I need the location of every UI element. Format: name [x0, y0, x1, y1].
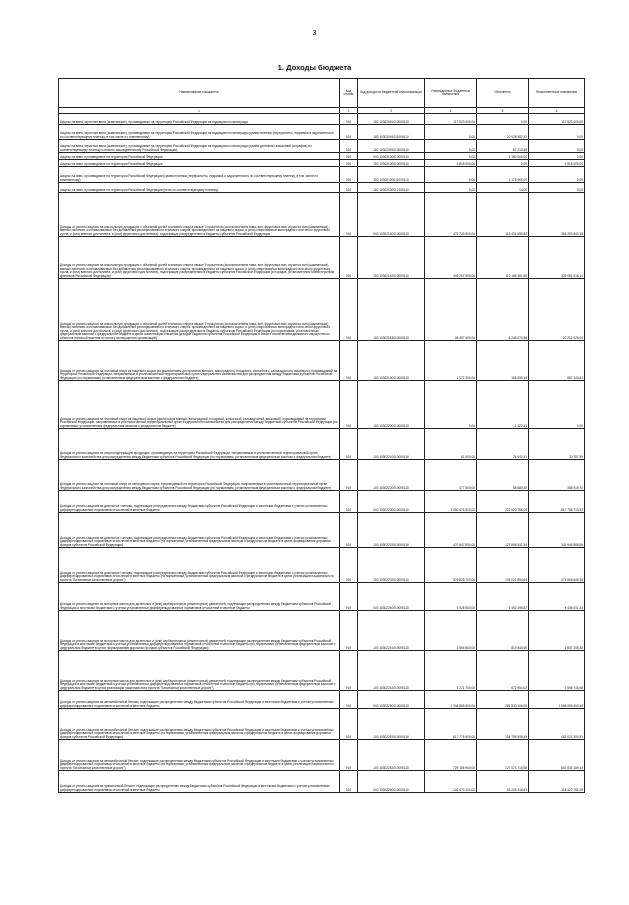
row-unexecuted-cell: 117 523 000,00 — [529, 114, 585, 125]
table-row — [59, 513, 585, 548]
row-code-cell: 010 — [340, 153, 358, 160]
col-number: 5 — [477, 108, 529, 114]
row-code-cell: 010 — [340, 341, 358, 381]
row-unexecuted-cell: -118 420 781,39 — [529, 771, 585, 793]
row-unexecuted-cell: 474 806 845,36 — [529, 548, 585, 583]
row-unexecuted-cell: 887 144,81 — [529, 341, 585, 381]
table-row — [59, 651, 585, 691]
row-name-cell: Акцизы на пиво, производимое на территории Российской Федерации (сумма платежа (перерасчеты, недоимка и задолженность по соответствующему платежу, в том числе по отмененному) — [59, 167, 340, 183]
row-approved-cell: -149 670 100,00 — [425, 771, 477, 793]
table-body — [59, 114, 585, 793]
table-row — [59, 381, 585, 429]
row-executed-cell: 116 431 656,82 — [477, 193, 529, 237]
col-header-name: Наименование показателя — [59, 79, 340, 108]
table-row — [59, 153, 585, 160]
row-executed-cell: 88 680,30 — [477, 460, 529, 491]
row-approved-cell: 51 800,00 — [425, 429, 477, 460]
col-number: 3 — [358, 108, 425, 114]
row-name-cell: Доходы от уплаты акцизов на моторные масла для дизельных и (или) карбюраторных (инжекторных) двигателей, подлежащие распределению между бюджетами субъектов Российской Федерации и местными бюджетами с учетом установленных дифференцированных нормативов отчислений в местные бюджеты (по нормативам, установленным федеральным законом о федеральном бюджете в целях формирования дорожных фондов субъектов Российской Федерации) — [59, 611, 340, 651]
row-name-cell: Доходы от уплаты акцизов на автомобильный бензин, подлежащие распределению между бюджетами субъектов Российской Федерации и местными бюджетами с учетом установленных дифференцированных нормативов отчислений в местные бюджеты (по нормативам, установленным федеральным законом о федеральном бюджете в целях реализации национального проекта "Безопасные качественные дороги") — [59, 740, 340, 771]
row-executed-cell: 87 213,69 — [477, 140, 529, 153]
row-kbk-cell: 000 10302100010000110 — [358, 153, 425, 160]
row-approved-cell: 117 523 000,00 — [425, 114, 477, 125]
row-unexecuted-cell: 20 212 025,04 — [529, 279, 585, 341]
row-code-cell: 010 — [340, 740, 358, 771]
row-name-cell: Акцизы на вина, игристые вина (шампанские), производимые на территории Российской Федерации из подакцизного винограда — [59, 114, 340, 125]
row-code-cell: 010 — [340, 114, 358, 125]
row-name-cell: Доходы от уплаты акцизов на дизельное топливо, подлежащие распределению между бюджетами субъектов Российской Федерации и местными бюджетами с учетом установленных дифференцированных нормативов отчислений в местные бюджеты (по нормативам, установленным федеральным законом о федеральном бюджете в целях реализации национального проекта "Безопасные качественные дороги") — [59, 548, 340, 583]
row-code-cell: 010 — [340, 548, 358, 583]
row-name-cell: Доходы от уплаты акцизов на спиртосодержащую продукцию, производимую на территории Российской Федерации, направляемые в уполномоченный территориальный орган Федерального казначейства для распределения между бюджетами субъектов Российской Федерации (по нормативам, установленным федеральным законом о федеральном бюджете) — [59, 429, 340, 460]
row-executed-cell: 6 245 574,96 — [477, 279, 529, 341]
row-kbk-cell: 100 10302142010000110 — [358, 237, 425, 279]
row-executed-cell: 1 180 060,00 — [477, 153, 529, 160]
row-approved-cell: 0,00 — [425, 125, 477, 140]
table-row — [59, 341, 585, 381]
row-kbk-cell: 100 10302210010000110 — [358, 429, 425, 460]
row-unexecuted-cell: 388 919,70 — [529, 460, 585, 491]
table-row — [59, 125, 585, 140]
row-approved-cell: 2 656 800,00 — [425, 611, 477, 651]
row-unexecuted-cell: 0,00 — [529, 381, 585, 429]
table-row — [59, 691, 585, 709]
table-row — [59, 114, 585, 125]
row-approved-cell: 470 847 800,00 — [425, 513, 477, 548]
row-name-cell: Доходы от уплаты акцизов на этиловый спирт из пищевого сырья (дистилляты винный, виноградный, плодовый, коньячный, кальвадосный, висковый), производимый на территории Российской Федерации, направляемые в уполномоченный территориальный орган Федерального казначейства для распределения между бюджетами субъектов Российской Федерации (по нормативам, установленным федеральным законом о федеральном бюджете) — [59, 381, 340, 429]
row-name-cell: Акцизы на вина, игристые вина (шампанские), производимые на территории Российской Федерации из подакцизного винограда (суммы денежных взысканий (штрафов) по соответствующему платежу согласно законодательству Российской Федерации) — [59, 140, 340, 153]
table-row — [59, 193, 585, 237]
row-kbk-cell: 182 10302091011000110 — [358, 125, 425, 140]
row-approved-cell: 0,00 — [425, 167, 477, 183]
row-kbk-cell: 182 10302100011000110 — [358, 167, 425, 183]
row-approved-cell: 449 267 800,00 — [425, 237, 477, 279]
row-code-cell: 010 — [340, 279, 358, 341]
row-kbk-cell: 100 10302242010000110 — [358, 651, 425, 691]
row-code-cell: 010 — [340, 140, 358, 153]
row-executed-cell: 21 042,41 — [477, 429, 529, 460]
row-approved-cell: 0,00 — [425, 183, 477, 193]
row-executed-cell: 819 544,65 — [477, 611, 529, 651]
row-executed-cell: 0,00 — [477, 114, 529, 125]
row-executed-cell: 1 492 498,67 — [477, 583, 529, 611]
table-row — [59, 167, 585, 183]
row-name-cell: Доходы от уплаты акцизов на автомобильный бензин, подлежащие распределению между бюджетами субъектов Российской Федерации и местными бюджетами с учетом установленных дифференцированных нормативов отчислений в местные бюджеты — [59, 691, 340, 709]
row-name-cell: Акцизы на пиво, производимое на территории Российской Федерации — [59, 160, 340, 167]
table-row — [59, 771, 585, 793]
row-kbk-cell: 100 10302251010000110 — [358, 709, 425, 740]
table-row — [59, 491, 585, 513]
row-approved-cell: 5 928 500,00 — [425, 583, 477, 611]
row-kbk-cell: 100 10302232010000110 — [358, 548, 425, 583]
row-code-cell: 010 — [340, 167, 358, 183]
row-unexecuted-cell: 1 837 255,35 — [529, 611, 585, 651]
row-unexecuted-cell: 0,00 — [529, 183, 585, 193]
row-executed-cell: 127 898 931,44 — [477, 513, 529, 548]
row-approved-cell: 617 776 900,00 — [425, 709, 477, 740]
row-name-cell: Доходы от уплаты акцизов на алкогольную продукцию с объемной долей этилового спирта свыше 9 процентов (за исключением пива, вин, фруктовых вин, игристых вин (шампанских), винных напитков, изготавливаемых без добавления ректификованного этилового спирта, произведенного из пищевого сырья, и (или) спиртованных виноградного или иного фруктового сусла, и (или) винного дистиллята, и (или) фруктового дистиллята), подлежащие распределению в бюджеты субъектов Российской Федерации (по нормативам, установленным федеральным законом о федеральном бюджете в целях компенсации снижения доходов бюджетов субъектов Российской Федерации в связи с исключением движимого имущества из объектов налогообложения по налогу на имущество организаций) — [59, 279, 340, 341]
row-executed-cell: 672 954,02 — [477, 651, 529, 691]
row-executed-cell: 232 920 786,09 — [477, 491, 529, 513]
col-header-row-code: Код строки — [340, 79, 358, 108]
row-kbk-cell: 182 10302091010000110 — [358, 114, 425, 125]
row-name-cell: Доходы от уплаты акцизов на моторные масла для дизельных и (или) карбюраторных (инжекторных) двигателей, подлежащие распределению между бюджетами субъектов Российской Федерации и местными бюджетами с учетом установленных дифференцированных нормативов отчислений в местные бюджеты (по нормативам, установленным федеральным законом о федеральном бюджете в целях реализации национального проекта "Безопасные качественные дороги") — [59, 651, 340, 691]
row-executed-cell: 1 178 960,00 — [477, 167, 529, 183]
row-approved-cell: 6 818 000,00 — [425, 160, 477, 167]
row-kbk-cell: 100 10302231010000110 — [358, 513, 425, 548]
row-unexecuted-cell: 2 598 745,98 — [529, 651, 585, 691]
row-executed-cell: 14,00 — [477, 183, 529, 193]
row-code-cell: 010 — [340, 381, 358, 429]
row-executed-cell: 154 755 595,49 — [477, 709, 529, 740]
row-unexecuted-cell: 0,00 — [529, 167, 585, 183]
row-name-cell: Доходы от уплаты акцизов на автомобильный бензин, подлежащие распределению между бюджетами субъектов Российской Федерации и местными бюджетами с учетом установленных дифференцированных нормативов отчислений в местные бюджеты (по нормативам, установленным федеральным законом о федеральном бюджете в целях формирования дорожных фондов субъектов Российской Федерации) — [59, 709, 340, 740]
table-row — [59, 237, 585, 279]
col-header-approved: Утвержденные бюджетные назначения — [425, 79, 477, 108]
row-approved-cell: 0,00 — [425, 381, 477, 429]
table-row — [59, 709, 585, 740]
row-kbk-cell: 182 10302100012100110 — [358, 183, 425, 193]
row-kbk-cell: 100 10302200010000110 — [358, 381, 425, 429]
table-row — [59, 140, 585, 153]
row-approved-cell: 0,00 — [425, 153, 477, 160]
row-kbk-cell: 000 10302140010000110 — [358, 193, 425, 237]
table-row — [59, 548, 585, 583]
row-name-cell: Доходы от уплаты акцизов на алкогольную продукцию с объемной долей этилового спирта свыше 9 процентов (за исключением пива, вин, фруктовых вин, игристых вин (шампанских), винных напитков, изготавливаемых без добавления ректификованного этилового спирта, произведенного из пищевого сырья, и (или) спиртованных виноградного или иного фруктового сусла, и (или) винного дистиллята, и (или) фруктового дистиллята), подлежащие распределению в бюджеты субъектов Российской Федерации — [59, 193, 340, 237]
row-approved-cell: 1 346 885 600,00 — [425, 691, 477, 709]
row-name-cell: Доходы от уплаты акцизов на этиловый спирт из непищевого сырья, производимый на территории Российской Федерации, направляемые в уполномоченный территориальный орган Федерального казначейства для распределения между бюджетами субъектов Российской Федерации (по нормативам, установленным федеральным законом о федеральном бюджете) — [59, 460, 340, 491]
row-code-cell: 010 — [340, 160, 358, 167]
row-executed-cell: 20 528 582,92 — [477, 125, 529, 140]
row-kbk-cell: 182 10302100010000110 — [358, 160, 425, 167]
row-unexecuted-cell: 463 021 304,51 — [529, 709, 585, 740]
row-executed-cell: -1 422,41 — [477, 381, 529, 429]
table-header-row — [59, 79, 585, 108]
row-code-cell: 010 — [340, 611, 358, 651]
income-table — [58, 78, 585, 793]
row-kbk-cell: 100 10302241010000110 — [358, 611, 425, 651]
row-kbk-cell: 100 10302220010000110 — [358, 460, 425, 491]
row-code-cell: 010 — [340, 771, 358, 793]
row-approved-cell: 579 828 700,00 — [425, 548, 477, 583]
row-approved-cell: 1 050 676 500,00 — [425, 491, 477, 513]
row-executed-cell: -31 249 318,61 — [477, 771, 529, 793]
col-header-unexecuted: Неисполненные назначения — [529, 79, 585, 108]
row-executed-cell: 105 021 854,64 — [477, 548, 529, 583]
row-executed-cell: 185 055,19 — [477, 341, 529, 381]
row-code-cell: 010 — [340, 183, 358, 193]
row-unexecuted-cell: 0,00 — [529, 153, 585, 160]
col-number: 2 — [340, 108, 358, 114]
row-name-cell: Акцизы на пиво, производимое на территории Российской Федерации (пени по соответствующему платежу) — [59, 183, 340, 193]
col-number: 1 — [59, 108, 340, 114]
table-row — [59, 279, 585, 341]
row-kbk-cell: 000 10302260010000110 — [358, 771, 425, 793]
table-row — [59, 460, 585, 491]
col-number: 4 — [425, 108, 477, 114]
row-name-cell: Доходы от уплаты акцизов на этиловый спирт из пищевого сырья (за исключением дистиллятов винного, виноградного, плодового, коньячного, кальвадосного, вискового), производимый на территории Российской Федерации, направляемые в уполномоченный территориальный орган Федерального казначейства для распределения между бюджетами субъектов Российской Федерации (по нормативам, установленным федеральным законом о федеральном бюджете) — [59, 341, 340, 381]
col-number: 6 — [529, 108, 585, 114]
row-code-cell: 010 — [340, 125, 358, 140]
row-unexecuted-cell: 0,00 — [529, 140, 585, 153]
row-kbk-cell: 100 10302252010000110 — [358, 740, 425, 771]
row-kbk-cell: 100 10302143010000110 — [358, 279, 425, 341]
row-code-cell: 010 — [340, 429, 358, 460]
row-code-cell: 010 — [340, 691, 358, 709]
row-name-cell: Доходы от уплаты акцизов на дизельное топливо, подлежащие распределению между бюджетами субъектов Российской Федерации и местными бюджетами с учетом установленных дифференцированных нормативов отчислений в местные бюджеты (по нормативам, установленным федеральным законом о федеральном бюджете в целях формирования дорожных фондов субъектов Российской Федерации) — [59, 513, 340, 548]
row-executed-cell: 281 830 106,05 — [477, 691, 529, 709]
row-kbk-cell: 182 10302091013000110 — [358, 140, 425, 153]
row-kbk-cell: 000 10302230010000110 — [358, 491, 425, 513]
row-approved-cell: 1 072 200,00 — [425, 341, 477, 381]
row-unexecuted-cell: 6 818 000,00 — [529, 160, 585, 167]
row-name-cell: Акцизы на пиво, производимое на территории Российской Федерации — [59, 153, 340, 160]
row-approved-cell: 475 725 500,00 — [425, 193, 477, 237]
row-code-cell: 010 — [340, 491, 358, 513]
row-kbk-cell: 000 10302240010000110 — [358, 583, 425, 611]
row-executed-cell: 127 074 710,56 — [477, 740, 529, 771]
table-row — [59, 740, 585, 771]
table-row — [59, 160, 585, 167]
row-unexecuted-cell: 1 065 055 493,95 — [529, 691, 585, 709]
row-name-cell: Акцизы на вина, игристые вина (шампанские), производимые на территории Российской Федерации из подакцизного винограда (сумма платежа (перерасчеты, недоимка и задолженность по соответствующему платежу, в том числе по отмененному) — [59, 125, 340, 140]
row-executed-cell: 110 186 381,86 — [477, 237, 529, 279]
row-code-cell: 010 — [340, 651, 358, 691]
row-kbk-cell: 000 10302250010000110 — [358, 691, 425, 709]
row-code-cell: 010 — [340, 583, 358, 611]
row-unexecuted-cell: 4 436 001,33 — [529, 583, 585, 611]
row-approved-cell: 26 457 600,00 — [425, 279, 477, 341]
row-unexecuted-cell: 339 081 518,14 — [529, 237, 585, 279]
page-number: 3 — [312, 30, 317, 37]
row-unexecuted-cell: 0,00 — [529, 125, 585, 140]
row-name-cell: Доходы от уплаты акцизов на прямогонный бензин, подлежащие распределению между бюджетами субъектов Российской Федерации и местными бюджетами с учетом установленных дифференцированных нормативов отчислений в местные бюджеты — [59, 771, 340, 793]
row-name-cell: Доходы от уплаты акцизов на моторные масла для дизельных и (или) карбюраторных (инжекторных) двигателей, подлежащие распределению между бюджетами субъектов Российской Федерации и местными бюджетами с учетом установленных дифференцированных нормативов отчислений в местные бюджеты — [59, 583, 340, 611]
row-code-cell: 010 — [340, 513, 358, 548]
row-name-cell: Доходы от уплаты акцизов на алкогольную продукцию с объемной долей этилового спирта свыше 9 процентов (за исключением пива, вин, фруктовых вин, игристых вин (шампанских), винных напитков, изготавливаемых без добавления ректификованного этилового спирта, произведенного из пищевого сырья, и (или) спиртованных виноградного или иного фруктового сусла, и (или) винного дистиллята, и (или) фруктового дистиллята), подлежащие распределению в бюджеты субъектов Российской Федерации (в порядке, установленном Министерством финансов Российской Федерации) — [59, 237, 340, 279]
row-approved-cell: 729 108 900,00 — [425, 740, 477, 771]
table-row — [59, 183, 585, 193]
col-header-kbk: Код дохода по бюджетной классификации — [358, 79, 425, 108]
row-code-cell: 010 — [340, 193, 358, 237]
row-code-cell: 010 — [340, 460, 358, 491]
table-row — [59, 611, 585, 651]
section-title: 1. Доходы бюджета — [277, 63, 352, 72]
row-code-cell: 010 — [340, 237, 358, 279]
row-approved-cell: 0,00 — [425, 140, 477, 153]
row-unexecuted-cell: 30 757,59 — [529, 429, 585, 460]
row-executed-cell: 0,00 — [477, 160, 529, 167]
row-unexecuted-cell: 602 034 189,44 — [529, 740, 585, 771]
row-approved-cell: 3 271 700,00 — [425, 651, 477, 691]
row-approved-cell: 477 600,00 — [425, 460, 477, 491]
row-name-cell: Доходы от уплаты акцизов на дизельное топливо, подлежащие распределению между бюджетами субъектов Российской Федерации и местными бюджетами с учетом установленных дифференцированных нормативов отчислений в местные бюджеты — [59, 491, 340, 513]
row-unexecuted-cell: 817 755 713,92 — [529, 491, 585, 513]
table-row — [59, 583, 585, 611]
row-code-cell: 010 — [340, 709, 358, 740]
row-unexecuted-cell: 342 948 868,56 — [529, 513, 585, 548]
col-header-executed: Исполнено — [477, 79, 529, 108]
table-row — [59, 429, 585, 460]
row-unexecuted-cell: 359 293 843,18 — [529, 193, 585, 237]
row-kbk-cell: 100 10302190010000110 — [358, 341, 425, 381]
